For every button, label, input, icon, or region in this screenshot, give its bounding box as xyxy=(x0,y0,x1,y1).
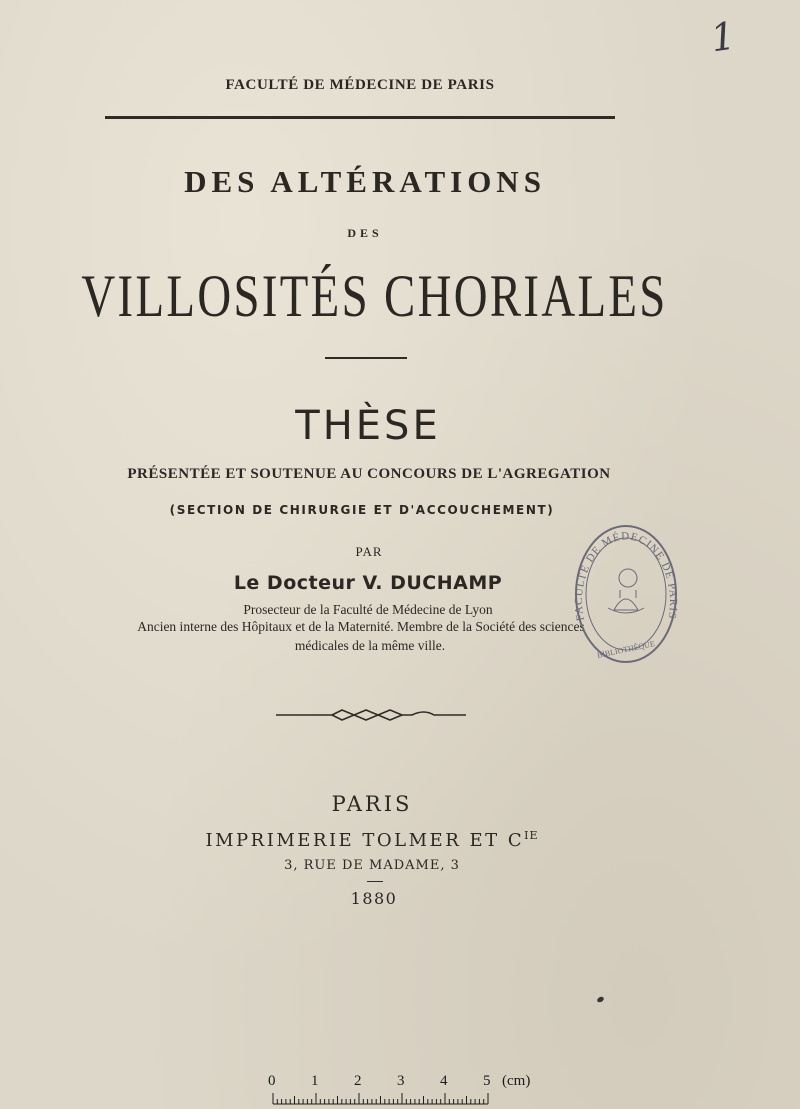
thesis-heading: THÈSE xyxy=(295,403,441,449)
scale-label-0: 0 xyxy=(268,1073,276,1089)
handwritten-page-number: 1 xyxy=(707,13,739,61)
ornamental-divider xyxy=(274,706,468,724)
paper-blemish xyxy=(596,996,605,1004)
scale-label-3: 3 xyxy=(397,1073,405,1089)
scale-label-5: 5 xyxy=(483,1073,491,1089)
scale-label-2: 2 xyxy=(354,1073,362,1089)
author-name: Le Docteur V. DUCHAMP xyxy=(233,572,503,594)
imprint-printer xyxy=(0,829,744,851)
author-credential-2: Ancien interne des Hôpitaux et de la Maternité. Membre de la Société des sciences xyxy=(137,619,585,634)
title-rule xyxy=(325,357,407,359)
top-rule xyxy=(105,116,615,119)
scale-label-1: 1 xyxy=(311,1073,319,1089)
imprint-address: 3, RUE DE MADAME, 3 xyxy=(284,858,460,873)
stamp-text: FACULTÉ DE MÉDECINE DE PARIS xyxy=(572,530,680,622)
title-line-2: DES xyxy=(347,226,383,240)
title-line-3: VILLOSITÉS CHORIALES xyxy=(81,263,668,329)
faculty-heading: FACULTÉ DE MÉDECINE DE PARIS xyxy=(225,77,495,93)
svg-text:FACULTÉ DE MÉDECINE DE PARIS xyxy=(573,530,679,621)
scale-labels xyxy=(268,1073,538,1091)
stamp-bottom-text: BIBLIOTHÈQUE xyxy=(596,639,656,661)
year-rule xyxy=(367,881,383,882)
scale-unit: (cm) xyxy=(502,1073,531,1089)
library-stamp xyxy=(570,520,682,668)
title-line-1: DES ALTÉRATIONS xyxy=(184,164,546,199)
printer-superscript: IE xyxy=(524,829,539,842)
section-line: (SECTION DE CHIRURGIE ET D'ACCOUCHEMENT) xyxy=(169,503,555,517)
author-credential-3: médicales de la même ville. xyxy=(294,638,446,653)
imprint-city: PARIS xyxy=(331,792,413,816)
imprint-year: 1880 xyxy=(350,889,398,908)
scale-ruler xyxy=(272,1093,494,1105)
presented-line: PRÉSENTÉE ET SOUTENUE AU CONCOURS DE L'AGREGATION xyxy=(127,466,611,482)
printer-name: IMPRIMERIE TOLMER ET C xyxy=(205,830,525,851)
author-credential-1: Prosecteur de la Faculté de Médecine de Lyon xyxy=(243,602,493,617)
scale-label-4: 4 xyxy=(440,1073,448,1089)
par-line: PAR xyxy=(355,544,383,559)
